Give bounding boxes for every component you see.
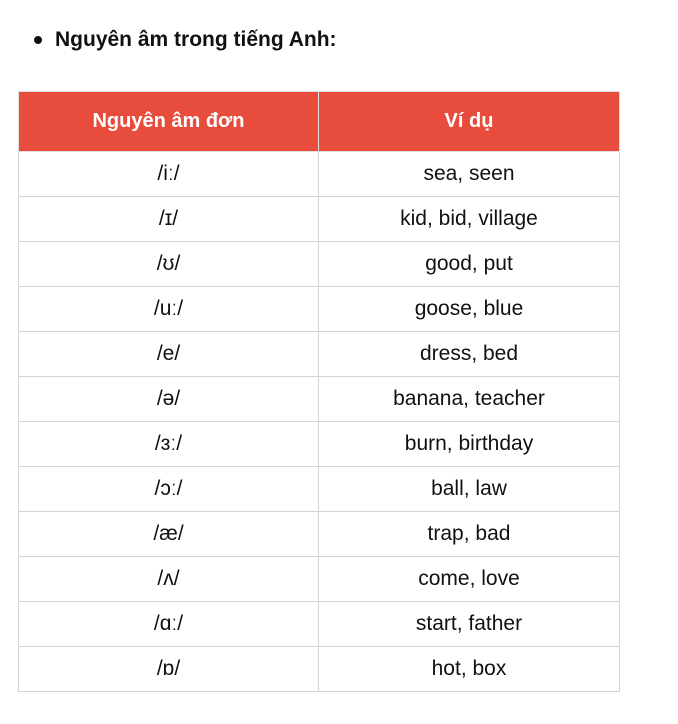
table-row (19, 197, 620, 242)
example-cell: start, father (319, 602, 620, 647)
vowel-cell: /ʌ/ (19, 557, 319, 602)
table-row (19, 512, 620, 557)
example-cell: trap, bad (319, 512, 620, 557)
example-cell: goose, blue (319, 287, 620, 332)
vowel-cell: /ɑː/ (19, 602, 319, 647)
vowel-cell: /ɒ/ (19, 647, 319, 692)
bullet-icon (34, 36, 42, 44)
example-cell: ball, law (319, 467, 620, 512)
table-row (19, 422, 620, 467)
example-cell: kid, bid, village (319, 197, 620, 242)
vowel-cell: /ɔː/ (19, 467, 319, 512)
table-row (19, 557, 620, 602)
column-header-example: Ví dụ (319, 92, 620, 152)
vowel-cell: /ɪ/ (19, 197, 319, 242)
vowel-cell: /iː/ (19, 152, 319, 197)
example-cell: come, love (319, 557, 620, 602)
table-row (19, 602, 620, 647)
vowel-cell: /æ/ (19, 512, 319, 557)
example-cell: sea, seen (319, 152, 620, 197)
example-cell: dress, bed (319, 332, 620, 377)
table-row (19, 467, 620, 512)
example-cell: good, put (319, 242, 620, 287)
table-row (19, 152, 620, 197)
section-heading-text: Nguyên âm trong tiếng Anh: (55, 28, 337, 51)
example-cell: burn, birthday (319, 422, 620, 467)
vowel-cell: /e/ (19, 332, 319, 377)
vowel-cell: /ə/ (19, 377, 319, 422)
vowel-cell: /ɜː/ (19, 422, 319, 467)
table-row (19, 647, 620, 692)
table-row (19, 242, 620, 287)
table-header-row (19, 92, 620, 152)
vowel-cell: /ʊ/ (19, 242, 319, 287)
vowel-table (18, 91, 620, 692)
table-row (19, 377, 620, 422)
section-heading (34, 28, 337, 52)
table-row (19, 287, 620, 332)
table-row (19, 332, 620, 377)
example-cell: banana, teacher (319, 377, 620, 422)
example-cell: hot, box (319, 647, 620, 692)
vowel-cell: /uː/ (19, 287, 319, 332)
column-header-vowel: Nguyên âm đơn (19, 92, 319, 152)
